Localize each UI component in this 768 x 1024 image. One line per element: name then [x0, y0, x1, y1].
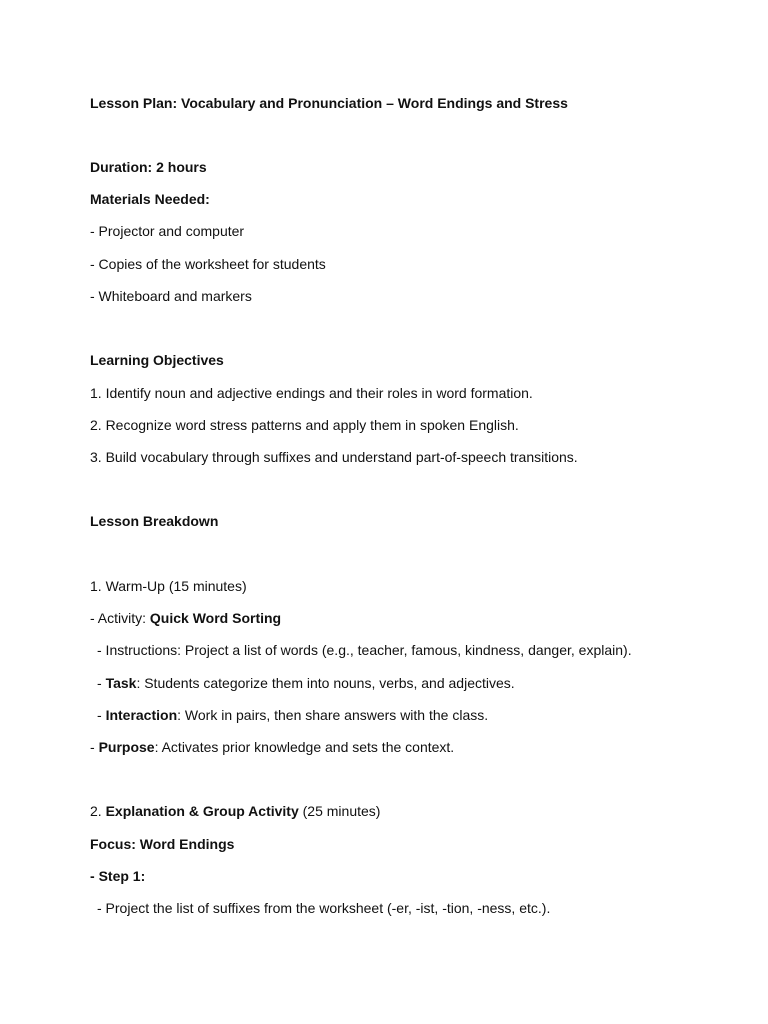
step-line [90, 867, 145, 885]
materials-item: - Copies of the worksheet for students [90, 256, 326, 272]
document-title: Lesson Plan: Vocabulary and Pronunciation – Word Endings and Stress [90, 95, 568, 111]
objectives-heading: Learning Objectives [90, 352, 224, 368]
explanation-number: 2. [90, 803, 106, 819]
step-label: Step 1: [98, 868, 146, 884]
explanation-duration: (25 minutes) [298, 803, 381, 819]
step-prefix: - [90, 868, 99, 884]
materials-heading: Materials Needed: [90, 191, 210, 207]
warmup-instructions: - Instructions: Project a list of words (e.g., teacher, famous, kindness, danger, explain). [97, 642, 632, 658]
task-label: Task [105, 675, 137, 691]
warmup-activity-line [90, 609, 281, 627]
purpose-prefix: - [90, 739, 99, 755]
activity-name: Quick Word Sorting [149, 610, 282, 626]
focus-line: Focus: Word Endings [90, 836, 235, 852]
materials-item: - Whiteboard and markers [90, 288, 252, 304]
warmup-purpose-line [90, 738, 454, 756]
objective-item: 3. Build vocabulary through suffixes and understand part-of-speech transitions. [90, 449, 578, 465]
duration-line: Duration: 2 hours [90, 159, 207, 175]
warmup-task-line [97, 674, 515, 692]
interaction-text: : Work in pairs, then share answers with the class. [177, 707, 489, 723]
step-text: - Project the list of suffixes from the worksheet (-er, -ist, -tion, -ness, etc.). [97, 900, 551, 916]
objective-item: 1. Identify noun and adjective endings and their roles in word formation. [90, 385, 533, 401]
purpose-text: : Activates prior knowledge and sets the context. [154, 739, 455, 755]
interaction-prefix: - [97, 707, 106, 723]
warmup-interaction-line [97, 706, 488, 724]
task-text: : Students categorize them into nouns, verbs, and adjectives. [136, 675, 515, 691]
activity-prefix: - Activity: [90, 610, 150, 626]
objective-item: 2. Recognize word stress patterns and apply them in spoken English. [90, 417, 519, 433]
materials-item: - Projector and computer [90, 223, 245, 239]
explanation-title-line [90, 802, 380, 820]
interaction-label: Interaction [105, 707, 178, 723]
breakdown-heading: Lesson Breakdown [90, 513, 219, 529]
warmup-title: 1. Warm-Up (15 minutes) [90, 578, 247, 594]
explanation-title: Explanation & Group Activity [105, 803, 299, 819]
purpose-label: Purpose [98, 739, 155, 755]
task-prefix: - [97, 675, 106, 691]
